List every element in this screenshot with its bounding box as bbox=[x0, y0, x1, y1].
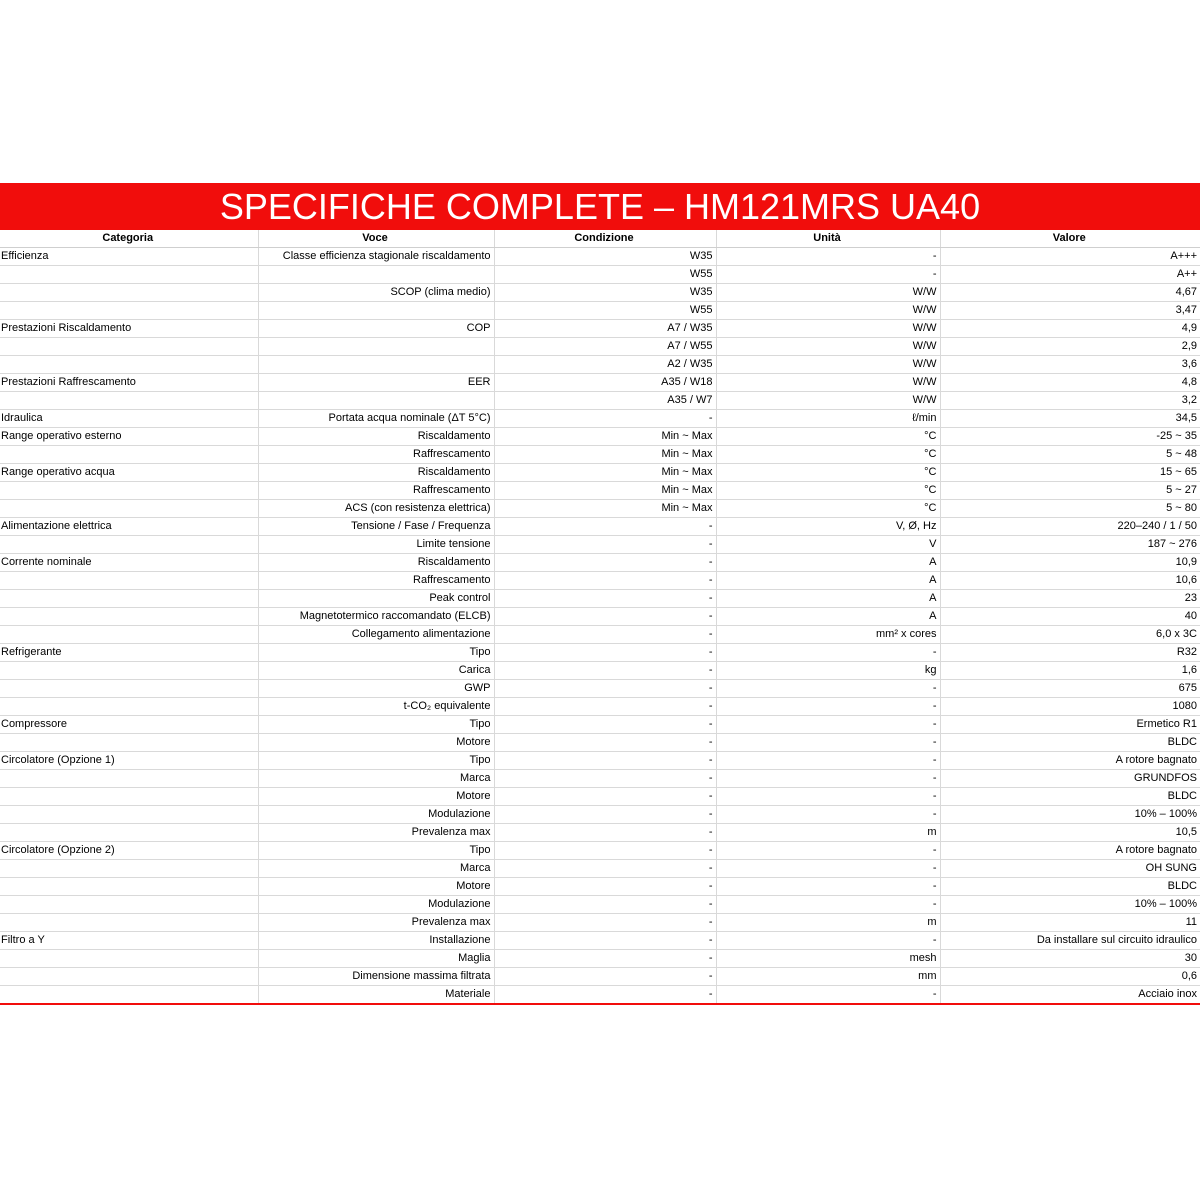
cell-unita: A bbox=[716, 554, 940, 572]
cell-voce: Modulazione bbox=[258, 806, 494, 824]
cell-voce bbox=[258, 302, 494, 320]
cell-categoria bbox=[0, 806, 258, 824]
cell-voce: Motore bbox=[258, 788, 494, 806]
table-row bbox=[0, 284, 1200, 302]
table-row bbox=[0, 842, 1200, 860]
table-row bbox=[0, 824, 1200, 842]
cell-voce bbox=[258, 392, 494, 410]
table-row bbox=[0, 968, 1200, 986]
header-condizione: Condizione bbox=[494, 230, 716, 248]
cell-categoria bbox=[0, 698, 258, 716]
page-title: SPECIFICHE COMPLETE – HM121MRS UA40 bbox=[0, 183, 1200, 230]
cell-condizione: - bbox=[494, 410, 716, 428]
table-row bbox=[0, 482, 1200, 500]
cell-valore: A rotore bagnato bbox=[940, 842, 1200, 860]
table-row bbox=[0, 752, 1200, 770]
header-voce: Voce bbox=[258, 230, 494, 248]
cell-voce: Prevalenza max bbox=[258, 914, 494, 932]
table-row bbox=[0, 788, 1200, 806]
cell-categoria bbox=[0, 266, 258, 284]
cell-unita: W/W bbox=[716, 356, 940, 374]
cell-unita: °C bbox=[716, 500, 940, 518]
cell-valore: R32 bbox=[940, 644, 1200, 662]
cell-categoria bbox=[0, 950, 258, 968]
cell-categoria bbox=[0, 590, 258, 608]
spec-table-body bbox=[0, 248, 1200, 1005]
cell-condizione: - bbox=[494, 914, 716, 932]
table-row bbox=[0, 932, 1200, 950]
table-row bbox=[0, 572, 1200, 590]
table-row bbox=[0, 860, 1200, 878]
table-row bbox=[0, 626, 1200, 644]
cell-condizione: - bbox=[494, 986, 716, 1005]
cell-condizione: W35 bbox=[494, 284, 716, 302]
table-row bbox=[0, 770, 1200, 788]
cell-valore: BLDC bbox=[940, 734, 1200, 752]
cell-voce: GWP bbox=[258, 680, 494, 698]
table-row bbox=[0, 878, 1200, 896]
cell-condizione: - bbox=[494, 896, 716, 914]
table-row bbox=[0, 518, 1200, 536]
cell-valore: A rotore bagnato bbox=[940, 752, 1200, 770]
cell-condizione: - bbox=[494, 590, 716, 608]
table-row bbox=[0, 914, 1200, 932]
cell-valore: 23 bbox=[940, 590, 1200, 608]
cell-unita: - bbox=[716, 878, 940, 896]
cell-voce: Raffrescamento bbox=[258, 572, 494, 590]
cell-unita: °C bbox=[716, 446, 940, 464]
cell-condizione: W55 bbox=[494, 302, 716, 320]
cell-voce bbox=[258, 338, 494, 356]
cell-unita: W/W bbox=[716, 338, 940, 356]
cell-unita: mm bbox=[716, 968, 940, 986]
cell-voce: Limite tensione bbox=[258, 536, 494, 554]
cell-condizione: - bbox=[494, 626, 716, 644]
cell-unita: W/W bbox=[716, 374, 940, 392]
cell-voce: Materiale bbox=[258, 986, 494, 1005]
cell-voce: Modulazione bbox=[258, 896, 494, 914]
cell-valore: 220–240 / 1 / 50 bbox=[940, 518, 1200, 536]
cell-unita: - bbox=[716, 932, 940, 950]
cell-condizione: W35 bbox=[494, 248, 716, 266]
table-row bbox=[0, 446, 1200, 464]
table-row bbox=[0, 806, 1200, 824]
cell-valore: 675 bbox=[940, 680, 1200, 698]
cell-unita: W/W bbox=[716, 320, 940, 338]
cell-categoria: Compressore bbox=[0, 716, 258, 734]
table-row bbox=[0, 428, 1200, 446]
cell-condizione: - bbox=[494, 518, 716, 536]
cell-categoria bbox=[0, 608, 258, 626]
cell-condizione: - bbox=[494, 860, 716, 878]
cell-voce: Riscaldamento bbox=[258, 428, 494, 446]
header-unita: Unità bbox=[716, 230, 940, 248]
cell-categoria bbox=[0, 302, 258, 320]
cell-unita: - bbox=[716, 248, 940, 266]
cell-categoria: Efficienza bbox=[0, 248, 258, 266]
cell-unita: - bbox=[716, 896, 940, 914]
cell-categoria bbox=[0, 860, 258, 878]
cell-unita: - bbox=[716, 266, 940, 284]
cell-valore: 5 ~ 48 bbox=[940, 446, 1200, 464]
cell-unita: - bbox=[716, 770, 940, 788]
cell-unita: - bbox=[716, 698, 940, 716]
cell-condizione: A7 / W35 bbox=[494, 320, 716, 338]
cell-categoria bbox=[0, 914, 258, 932]
cell-categoria bbox=[0, 662, 258, 680]
table-row bbox=[0, 320, 1200, 338]
cell-valore: 15 ~ 65 bbox=[940, 464, 1200, 482]
cell-unita: - bbox=[716, 734, 940, 752]
cell-unita: - bbox=[716, 860, 940, 878]
cell-unita: °C bbox=[716, 464, 940, 482]
cell-unita: - bbox=[716, 752, 940, 770]
cell-voce: EER bbox=[258, 374, 494, 392]
cell-unita: - bbox=[716, 842, 940, 860]
cell-voce bbox=[258, 356, 494, 374]
cell-condizione: A2 / W35 bbox=[494, 356, 716, 374]
table-row bbox=[0, 590, 1200, 608]
cell-valore: 4,9 bbox=[940, 320, 1200, 338]
cell-condizione: A35 / W18 bbox=[494, 374, 716, 392]
cell-condizione: Min ~ Max bbox=[494, 446, 716, 464]
cell-unita: - bbox=[716, 716, 940, 734]
cell-categoria: Refrigerante bbox=[0, 644, 258, 662]
cell-condizione: - bbox=[494, 716, 716, 734]
cell-unita: mesh bbox=[716, 950, 940, 968]
cell-unita: mm² x cores bbox=[716, 626, 940, 644]
cell-unita: ℓ/min bbox=[716, 410, 940, 428]
cell-condizione: - bbox=[494, 662, 716, 680]
cell-voce: SCOP (clima medio) bbox=[258, 284, 494, 302]
cell-condizione: - bbox=[494, 878, 716, 896]
cell-valore: 3,2 bbox=[940, 392, 1200, 410]
cell-valore: 30 bbox=[940, 950, 1200, 968]
table-row bbox=[0, 680, 1200, 698]
cell-condizione: Min ~ Max bbox=[494, 500, 716, 518]
cell-valore: 2,9 bbox=[940, 338, 1200, 356]
cell-unita: A bbox=[716, 572, 940, 590]
cell-categoria bbox=[0, 284, 258, 302]
cell-unita: A bbox=[716, 590, 940, 608]
cell-categoria: Prestazioni Raffrescamento bbox=[0, 374, 258, 392]
cell-valore: Acciaio inox bbox=[940, 986, 1200, 1005]
cell-categoria: Range operativo acqua bbox=[0, 464, 258, 482]
cell-categoria bbox=[0, 986, 258, 1005]
table-row bbox=[0, 302, 1200, 320]
cell-unita: m bbox=[716, 824, 940, 842]
cell-unita: W/W bbox=[716, 302, 940, 320]
cell-categoria: Range operativo esterno bbox=[0, 428, 258, 446]
cell-categoria bbox=[0, 482, 258, 500]
cell-categoria bbox=[0, 770, 258, 788]
cell-condizione: - bbox=[494, 572, 716, 590]
cell-unita: m bbox=[716, 914, 940, 932]
cell-voce: Tipo bbox=[258, 644, 494, 662]
cell-categoria bbox=[0, 680, 258, 698]
cell-condizione: - bbox=[494, 788, 716, 806]
cell-valore: 10,6 bbox=[940, 572, 1200, 590]
cell-unita: A bbox=[716, 608, 940, 626]
cell-valore: 0,6 bbox=[940, 968, 1200, 986]
cell-condizione: - bbox=[494, 734, 716, 752]
cell-categoria: Circolatore (Opzione 2) bbox=[0, 842, 258, 860]
cell-condizione: A7 / W55 bbox=[494, 338, 716, 356]
cell-condizione: W55 bbox=[494, 266, 716, 284]
cell-categoria bbox=[0, 824, 258, 842]
cell-voce: Magnetotermico raccomandato (ELCB) bbox=[258, 608, 494, 626]
cell-unita: V bbox=[716, 536, 940, 554]
cell-valore: BLDC bbox=[940, 878, 1200, 896]
cell-categoria bbox=[0, 572, 258, 590]
cell-condizione: - bbox=[494, 644, 716, 662]
cell-condizione: - bbox=[494, 842, 716, 860]
cell-condizione: - bbox=[494, 698, 716, 716]
cell-valore: OH SUNG bbox=[940, 860, 1200, 878]
cell-valore: 5 ~ 80 bbox=[940, 500, 1200, 518]
cell-categoria bbox=[0, 788, 258, 806]
cell-voce: Maglia bbox=[258, 950, 494, 968]
cell-voce: Installazione bbox=[258, 932, 494, 950]
cell-valore: 1,6 bbox=[940, 662, 1200, 680]
cell-valore: 3,47 bbox=[940, 302, 1200, 320]
cell-voce: t-CO₂ equivalente bbox=[258, 698, 494, 716]
cell-valore: 1080 bbox=[940, 698, 1200, 716]
cell-valore: 4,8 bbox=[940, 374, 1200, 392]
table-row bbox=[0, 500, 1200, 518]
cell-valore: GRUNDFOS bbox=[940, 770, 1200, 788]
cell-valore: 6,0 x 3C bbox=[940, 626, 1200, 644]
cell-categoria: Idraulica bbox=[0, 410, 258, 428]
cell-categoria bbox=[0, 896, 258, 914]
cell-categoria: Corrente nominale bbox=[0, 554, 258, 572]
cell-voce: Riscaldamento bbox=[258, 464, 494, 482]
cell-voce: Prevalenza max bbox=[258, 824, 494, 842]
cell-voce: Collegamento alimentazione bbox=[258, 626, 494, 644]
cell-categoria bbox=[0, 734, 258, 752]
table-row bbox=[0, 410, 1200, 428]
table-row bbox=[0, 698, 1200, 716]
cell-condizione: - bbox=[494, 806, 716, 824]
cell-voce: Dimensione massima filtrata bbox=[258, 968, 494, 986]
cell-condizione: - bbox=[494, 554, 716, 572]
cell-condizione: A35 / W7 bbox=[494, 392, 716, 410]
table-row bbox=[0, 266, 1200, 284]
cell-voce: Motore bbox=[258, 734, 494, 752]
cell-valore: 10% – 100% bbox=[940, 896, 1200, 914]
cell-categoria bbox=[0, 338, 258, 356]
cell-unita: - bbox=[716, 986, 940, 1005]
cell-condizione: Min ~ Max bbox=[494, 464, 716, 482]
cell-voce: ACS (con resistenza elettrica) bbox=[258, 500, 494, 518]
cell-categoria: Filtro a Y bbox=[0, 932, 258, 950]
cell-voce: Marca bbox=[258, 770, 494, 788]
cell-voce: Tipo bbox=[258, 716, 494, 734]
cell-unita: - bbox=[716, 680, 940, 698]
cell-unita: V, Ø, Hz bbox=[716, 518, 940, 536]
cell-unita: W/W bbox=[716, 284, 940, 302]
cell-categoria: Prestazioni Riscaldamento bbox=[0, 320, 258, 338]
cell-voce: Portata acqua nominale (ΔT 5°C) bbox=[258, 410, 494, 428]
table-row bbox=[0, 536, 1200, 554]
table-row bbox=[0, 356, 1200, 374]
table-row bbox=[0, 986, 1200, 1005]
table-row bbox=[0, 896, 1200, 914]
cell-condizione: - bbox=[494, 608, 716, 626]
cell-voce: Carica bbox=[258, 662, 494, 680]
table-row bbox=[0, 392, 1200, 410]
cell-valore: 10% – 100% bbox=[940, 806, 1200, 824]
table-row bbox=[0, 554, 1200, 572]
cell-categoria bbox=[0, 536, 258, 554]
cell-valore: -25 ~ 35 bbox=[940, 428, 1200, 446]
cell-categoria bbox=[0, 500, 258, 518]
cell-categoria: Alimentazione elettrica bbox=[0, 518, 258, 536]
table-header-row bbox=[0, 230, 1200, 248]
cell-condizione: - bbox=[494, 536, 716, 554]
table-row bbox=[0, 608, 1200, 626]
cell-unita: W/W bbox=[716, 392, 940, 410]
cell-condizione: - bbox=[494, 824, 716, 842]
table-row bbox=[0, 644, 1200, 662]
cell-unita: °C bbox=[716, 428, 940, 446]
cell-voce bbox=[258, 266, 494, 284]
cell-categoria bbox=[0, 626, 258, 644]
table-row bbox=[0, 950, 1200, 968]
cell-valore: 34,5 bbox=[940, 410, 1200, 428]
cell-condizione: - bbox=[494, 932, 716, 950]
header-valore: Valore bbox=[940, 230, 1200, 248]
cell-voce: Tipo bbox=[258, 842, 494, 860]
cell-valore: Da installare sul circuito idraulico bbox=[940, 932, 1200, 950]
header-categoria: Categoria bbox=[0, 230, 258, 248]
cell-condizione: - bbox=[494, 680, 716, 698]
cell-categoria bbox=[0, 968, 258, 986]
cell-valore: 4,67 bbox=[940, 284, 1200, 302]
cell-valore: 10,5 bbox=[940, 824, 1200, 842]
table-row bbox=[0, 662, 1200, 680]
cell-condizione: Min ~ Max bbox=[494, 428, 716, 446]
cell-unita: kg bbox=[716, 662, 940, 680]
table-row bbox=[0, 338, 1200, 356]
cell-categoria bbox=[0, 878, 258, 896]
cell-valore: 11 bbox=[940, 914, 1200, 932]
cell-valore: 40 bbox=[940, 608, 1200, 626]
cell-condizione: - bbox=[494, 770, 716, 788]
cell-unita: °C bbox=[716, 482, 940, 500]
table-row bbox=[0, 248, 1200, 266]
table-row bbox=[0, 464, 1200, 482]
cell-voce: Riscaldamento bbox=[258, 554, 494, 572]
cell-valore: 10,9 bbox=[940, 554, 1200, 572]
cell-categoria: Circolatore (Opzione 1) bbox=[0, 752, 258, 770]
table-row bbox=[0, 734, 1200, 752]
cell-voce: Marca bbox=[258, 860, 494, 878]
cell-unita: - bbox=[716, 788, 940, 806]
cell-valore: BLDC bbox=[940, 788, 1200, 806]
cell-valore: 5 ~ 27 bbox=[940, 482, 1200, 500]
table-row bbox=[0, 374, 1200, 392]
cell-condizione: - bbox=[494, 752, 716, 770]
cell-voce: Motore bbox=[258, 878, 494, 896]
cell-voce: Raffrescamento bbox=[258, 446, 494, 464]
cell-valore: Ermetico R1 bbox=[940, 716, 1200, 734]
cell-unita: - bbox=[716, 806, 940, 824]
cell-unita: - bbox=[716, 644, 940, 662]
cell-valore: 3,6 bbox=[940, 356, 1200, 374]
cell-voce: Tensione / Fase / Frequenza bbox=[258, 518, 494, 536]
cell-voce: COP bbox=[258, 320, 494, 338]
cell-categoria bbox=[0, 392, 258, 410]
cell-voce: Peak control bbox=[258, 590, 494, 608]
cell-condizione: - bbox=[494, 950, 716, 968]
cell-voce: Classe efficienza stagionale riscaldamento bbox=[258, 248, 494, 266]
cell-voce: Tipo bbox=[258, 752, 494, 770]
cell-condizione: - bbox=[494, 968, 716, 986]
cell-condizione: Min ~ Max bbox=[494, 482, 716, 500]
cell-valore: 187 ~ 276 bbox=[940, 536, 1200, 554]
cell-categoria bbox=[0, 356, 258, 374]
table-row bbox=[0, 716, 1200, 734]
cell-categoria bbox=[0, 446, 258, 464]
spec-table bbox=[0, 230, 1200, 1005]
cell-valore: A++ bbox=[940, 266, 1200, 284]
cell-valore: A+++ bbox=[940, 248, 1200, 266]
cell-voce: Raffrescamento bbox=[258, 482, 494, 500]
